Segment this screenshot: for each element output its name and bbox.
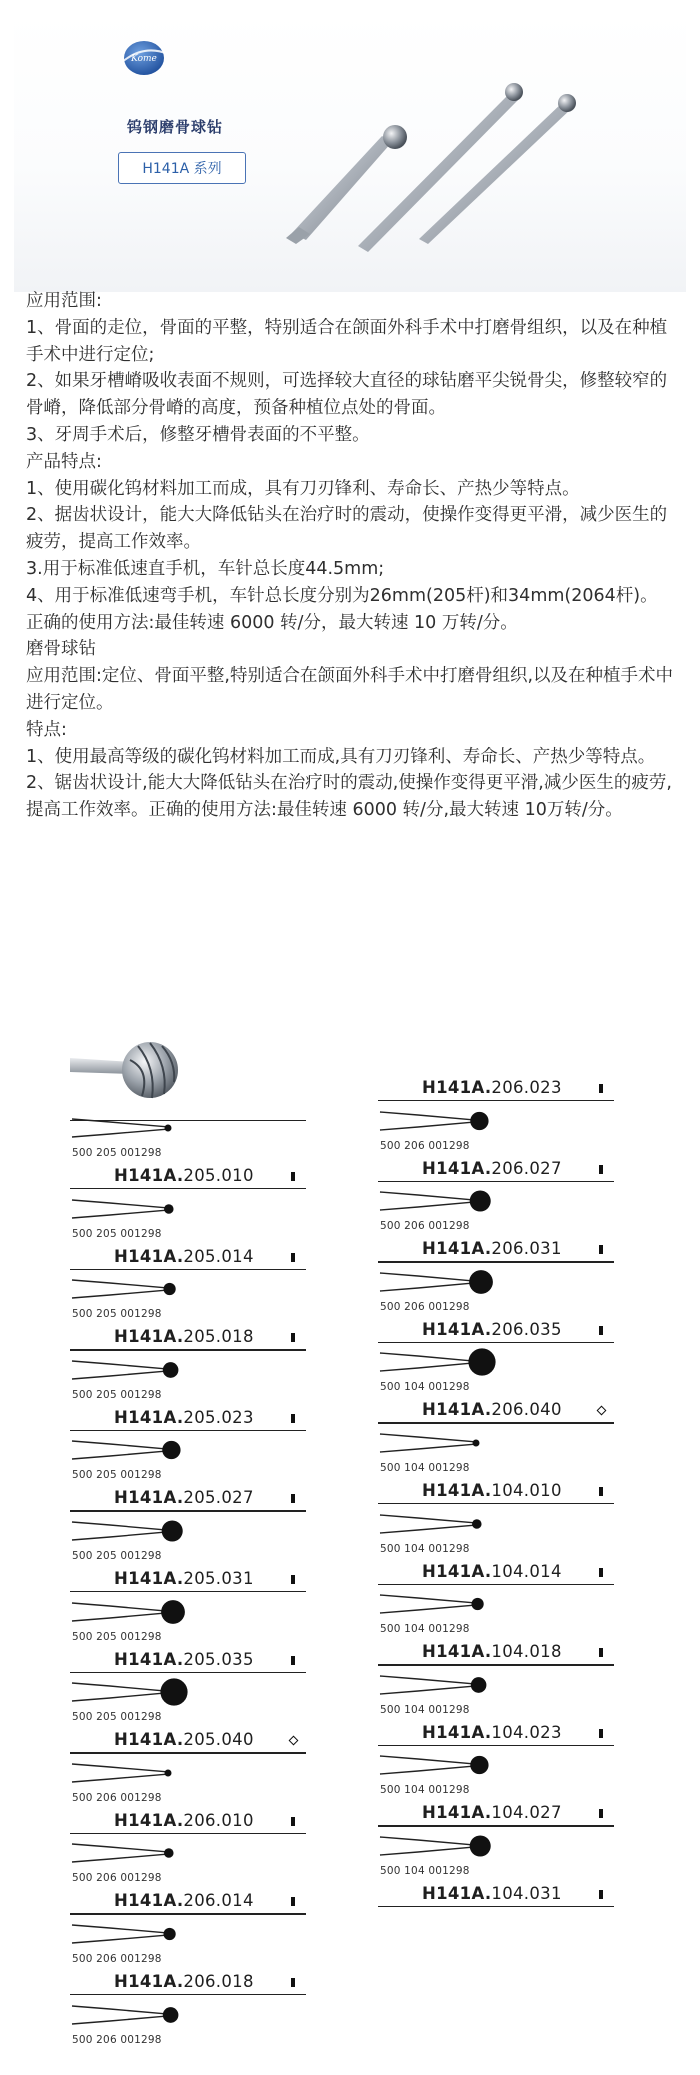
bur-drawing bbox=[378, 1826, 508, 1870]
product-code-prefix: H141A. bbox=[422, 1158, 492, 1178]
product-description bbox=[26, 288, 676, 824]
feature-item: 正确的使用方法:最佳转速 6000 转/分，最大转速 10 万转/分。 bbox=[26, 612, 518, 633]
product-code bbox=[422, 1159, 562, 1178]
product-code bbox=[422, 1562, 562, 1581]
bar-mark-icon bbox=[291, 1172, 295, 1181]
bur-drawing bbox=[378, 1342, 508, 1386]
diamond-mark-icon bbox=[597, 1406, 607, 1416]
reference-number: 500 206 001298 bbox=[72, 1872, 162, 1885]
divider bbox=[70, 1120, 306, 1121]
bone-bur-application: 应用范围:定位、骨面平整,特别适合在颌面外科手术中打磨骨组织,以及在种植手术中进行定位。 bbox=[26, 666, 674, 713]
product-code bbox=[422, 1320, 562, 1339]
product-code-prefix: H141A. bbox=[422, 1400, 492, 1420]
bar-mark-icon bbox=[599, 1326, 603, 1335]
bur-drawing bbox=[378, 1181, 508, 1225]
product-code bbox=[422, 1884, 562, 1903]
product-code-suffix: 104.014 bbox=[491, 1561, 562, 1581]
application-heading: 应用范围: bbox=[26, 291, 102, 311]
product-code-suffix: 205.010 bbox=[183, 1166, 254, 1185]
bur-drawing bbox=[378, 1745, 508, 1789]
bone-bur-feature-item: 2、锯齿状设计,能大大降低钻头在治疗时的震动,使操作变得更平滑,减少医生的疲劳,提高工作效率。正确的使用方法:最佳转速 6000 转/分,最大转速 10万转/分。 bbox=[26, 773, 672, 821]
reference-number: 500 205 001298 bbox=[72, 1147, 162, 1159]
bar-mark-icon bbox=[291, 1978, 295, 1987]
product-code bbox=[114, 1972, 254, 1991]
reference-number: 500 104 001298 bbox=[380, 1623, 470, 1636]
product-code-prefix: H141A. bbox=[422, 1642, 492, 1662]
product-code bbox=[422, 1078, 562, 1097]
feature-item: 2、据齿状设计，能大大降低钻头在治疗时的震动，使操作变得更平滑，减少医生的疲劳，提高工作效率。 bbox=[26, 505, 668, 553]
product-code-suffix: 205.040 bbox=[183, 1730, 254, 1750]
bar-mark-icon bbox=[291, 1494, 295, 1503]
reference-number: 500 104 001298 bbox=[380, 1784, 470, 1797]
product-code-prefix: H141A. bbox=[422, 1884, 492, 1903]
reference-number: 500 104 001298 bbox=[380, 1381, 470, 1394]
product-code-prefix: H141A. bbox=[114, 1649, 184, 1669]
product-code bbox=[422, 1723, 562, 1742]
feature-item: 4、用于标准低速弯手机，车针总长度分别为26mm(205杆)和34mm(2064杆)。 bbox=[26, 585, 658, 606]
reference-number: 500 205 001298 bbox=[72, 1227, 162, 1240]
product-code-prefix: H141A. bbox=[114, 1488, 184, 1508]
bur-drawing bbox=[378, 1262, 508, 1306]
reference-number: 500 206 001298 bbox=[72, 1791, 162, 1804]
product-code-prefix: H141A. bbox=[422, 1239, 492, 1259]
bone-bur-heading: 磨骨球钻 bbox=[26, 639, 96, 660]
product-code-suffix: 206.035 bbox=[491, 1319, 562, 1339]
bur-drawing bbox=[378, 1504, 508, 1548]
bur-drawing bbox=[70, 1914, 200, 1958]
reference-number: 500 205 001298 bbox=[72, 1630, 162, 1643]
application-item: 1、骨面的走位，骨面的平整，特别适合在颌面外科手术中打磨骨组织，以及在种植手术中进行定位; bbox=[26, 317, 668, 365]
product-code-suffix: 205.014 bbox=[183, 1246, 254, 1266]
reference-number: 500 206 001298 bbox=[380, 1139, 470, 1152]
bone-bur-feature-item: 1、使用最高等级的碳化钨材料加工而成,具有刀刃锋利、寿命长、产热少等特点。 bbox=[26, 746, 656, 767]
bar-mark-icon bbox=[291, 1897, 295, 1906]
product-code-prefix: H141A. bbox=[422, 1722, 492, 1742]
product-code-prefix: H141A. bbox=[114, 1972, 184, 1991]
reference-number: 500 206 001298 bbox=[380, 1220, 470, 1233]
bar-mark-icon bbox=[291, 1656, 295, 1665]
product-code-suffix: 206.010 bbox=[183, 1810, 254, 1830]
features-heading: 产品特点: bbox=[26, 451, 102, 472]
feature-item: 1、使用碳化钨材料加工而成，具有刀刃锋利、寿命长、产热少等特点。 bbox=[26, 478, 580, 499]
bur-drawing bbox=[70, 1833, 200, 1877]
bur-drawing bbox=[70, 1269, 200, 1313]
bur-drawing bbox=[378, 1423, 508, 1467]
product-code-prefix: H141A. bbox=[114, 1166, 184, 1185]
bar-mark-icon bbox=[291, 1253, 295, 1262]
product-code bbox=[114, 1408, 254, 1427]
bar-mark-icon bbox=[599, 1648, 603, 1657]
product-code-prefix: H141A. bbox=[422, 1481, 492, 1500]
bar-mark-icon bbox=[599, 1809, 603, 1818]
product-code-prefix: H141A. bbox=[114, 1730, 184, 1750]
bur-drawing bbox=[70, 1430, 200, 1474]
product-banner bbox=[14, 12, 686, 292]
product-code-prefix: H141A. bbox=[114, 1246, 184, 1266]
product-code bbox=[114, 1569, 254, 1588]
product-code-suffix: 205.035 bbox=[183, 1649, 254, 1669]
reference-number: 500 104 001298 bbox=[380, 1703, 470, 1716]
reference-number: 500 205 001298 bbox=[72, 1550, 162, 1562]
feature-item: 3.用于标准低速直手机，车针总长度44.5mm; bbox=[26, 558, 385, 579]
catalog-entry bbox=[378, 1865, 614, 1964]
bar-mark-icon bbox=[599, 1084, 603, 1093]
bur-drawing bbox=[70, 1511, 200, 1555]
reference-number: 500 206 001298 bbox=[72, 2033, 162, 2046]
product-code-prefix: H141A. bbox=[114, 1407, 184, 1427]
svg-text:Kome: Kome bbox=[131, 54, 157, 64]
application-item: 3、牙周手术后，修整牙槽骨表面的不平整。 bbox=[26, 424, 370, 445]
product-code-prefix: H141A. bbox=[114, 1810, 184, 1830]
product-code-prefix: H141A. bbox=[422, 1561, 492, 1581]
reference-number: 500 104 001298 bbox=[380, 1865, 470, 1877]
bur-drawing bbox=[70, 1995, 200, 2039]
bar-mark-icon bbox=[599, 1487, 603, 1496]
bur-product-illustration bbox=[14, 12, 686, 292]
catalog-top-rule bbox=[70, 1098, 306, 1122]
product-code bbox=[114, 1247, 254, 1266]
product-code-suffix: 206.018 bbox=[183, 1972, 254, 1991]
product-code bbox=[114, 1650, 254, 1669]
product-code-suffix: 206.040 bbox=[491, 1400, 562, 1420]
series-tag: H141A 系列 bbox=[118, 152, 246, 184]
bur-drawing bbox=[70, 1753, 200, 1797]
product-code-suffix: 205.018 bbox=[183, 1327, 254, 1347]
brand-title: 钨钢磨骨球钻 bbox=[127, 118, 224, 136]
divider bbox=[378, 1906, 614, 1907]
product-code-suffix: 206.023 bbox=[491, 1078, 562, 1097]
catalog-trailing-bur bbox=[70, 2033, 306, 2075]
product-code-suffix: 206.027 bbox=[491, 1158, 562, 1178]
bur-drawing bbox=[378, 1584, 508, 1628]
reference-number: 500 205 001298 bbox=[72, 1388, 162, 1401]
product-code-prefix: H141A. bbox=[422, 1803, 492, 1823]
product-code-prefix: H141A. bbox=[114, 1569, 184, 1588]
product-code bbox=[422, 1803, 562, 1822]
reference-number: 500 205 001298 bbox=[72, 1711, 162, 1724]
product-code-suffix: 206.031 bbox=[491, 1239, 562, 1259]
bar-mark-icon bbox=[291, 1333, 295, 1342]
bur-head-photo bbox=[70, 1040, 180, 1102]
product-code bbox=[114, 1891, 254, 1910]
product-code bbox=[114, 1488, 254, 1507]
product-code bbox=[422, 1400, 562, 1419]
diamond-mark-icon bbox=[289, 1736, 299, 1746]
bar-mark-icon bbox=[291, 1575, 295, 1584]
product-code-suffix: 206.014 bbox=[183, 1891, 254, 1911]
product-code-suffix: 104.023 bbox=[491, 1722, 562, 1742]
product-code-suffix: 104.027 bbox=[491, 1803, 562, 1823]
reference-number: 500 206 001298 bbox=[72, 1953, 162, 1965]
bar-mark-icon bbox=[599, 1245, 603, 1254]
product-code-suffix: 205.031 bbox=[183, 1569, 254, 1588]
bur-drawing bbox=[70, 1189, 200, 1233]
bar-mark-icon bbox=[599, 1729, 603, 1738]
bar-mark-icon bbox=[291, 1817, 295, 1826]
bar-mark-icon bbox=[599, 1890, 603, 1899]
product-code bbox=[114, 1730, 254, 1749]
product-code bbox=[422, 1239, 562, 1258]
reference-number: 500 104 001298 bbox=[380, 1542, 470, 1555]
product-code bbox=[114, 1811, 254, 1830]
reference-number: 500 104 001298 bbox=[380, 1462, 470, 1474]
product-code-prefix: H141A. bbox=[422, 1319, 492, 1339]
bar-mark-icon bbox=[599, 1568, 603, 1577]
bur-drawing bbox=[70, 1672, 200, 1716]
product-code bbox=[114, 1166, 254, 1185]
bur-drawing bbox=[70, 1350, 200, 1394]
application-item: 2、如果牙槽嵴吸收表面不规则，可选择较大直径的球钻磨平尖锐骨尖，修整较窄的骨嵴，降低部分骨嵴的高度，预备种植位点处的骨面。 bbox=[26, 371, 668, 419]
bar-mark-icon bbox=[599, 1165, 603, 1174]
product-code-suffix: 104.031 bbox=[491, 1884, 562, 1903]
bur-drawing bbox=[378, 1101, 508, 1145]
product-code bbox=[422, 1642, 562, 1661]
reference-number: 500 205 001298 bbox=[72, 1469, 162, 1482]
product-code-prefix: H141A. bbox=[422, 1078, 492, 1097]
bur-drawing bbox=[70, 1592, 200, 1636]
product-code bbox=[422, 1481, 562, 1500]
product-code-suffix: 205.027 bbox=[183, 1488, 254, 1508]
reference-number: 500 206 001298 bbox=[380, 1300, 470, 1313]
product-code-suffix: 104.010 bbox=[491, 1481, 562, 1500]
product-code-prefix: H141A. bbox=[114, 1891, 184, 1911]
reference-number: 500 205 001298 bbox=[72, 1308, 162, 1321]
bar-mark-icon bbox=[291, 1414, 295, 1423]
product-code bbox=[114, 1327, 254, 1346]
product-code-suffix: 104.018 bbox=[491, 1642, 562, 1662]
product-code-prefix: H141A. bbox=[114, 1327, 184, 1347]
bone-bur-features-heading: 特点: bbox=[26, 719, 67, 740]
product-code-suffix: 205.023 bbox=[183, 1407, 254, 1427]
bur-drawing bbox=[378, 1665, 508, 1709]
